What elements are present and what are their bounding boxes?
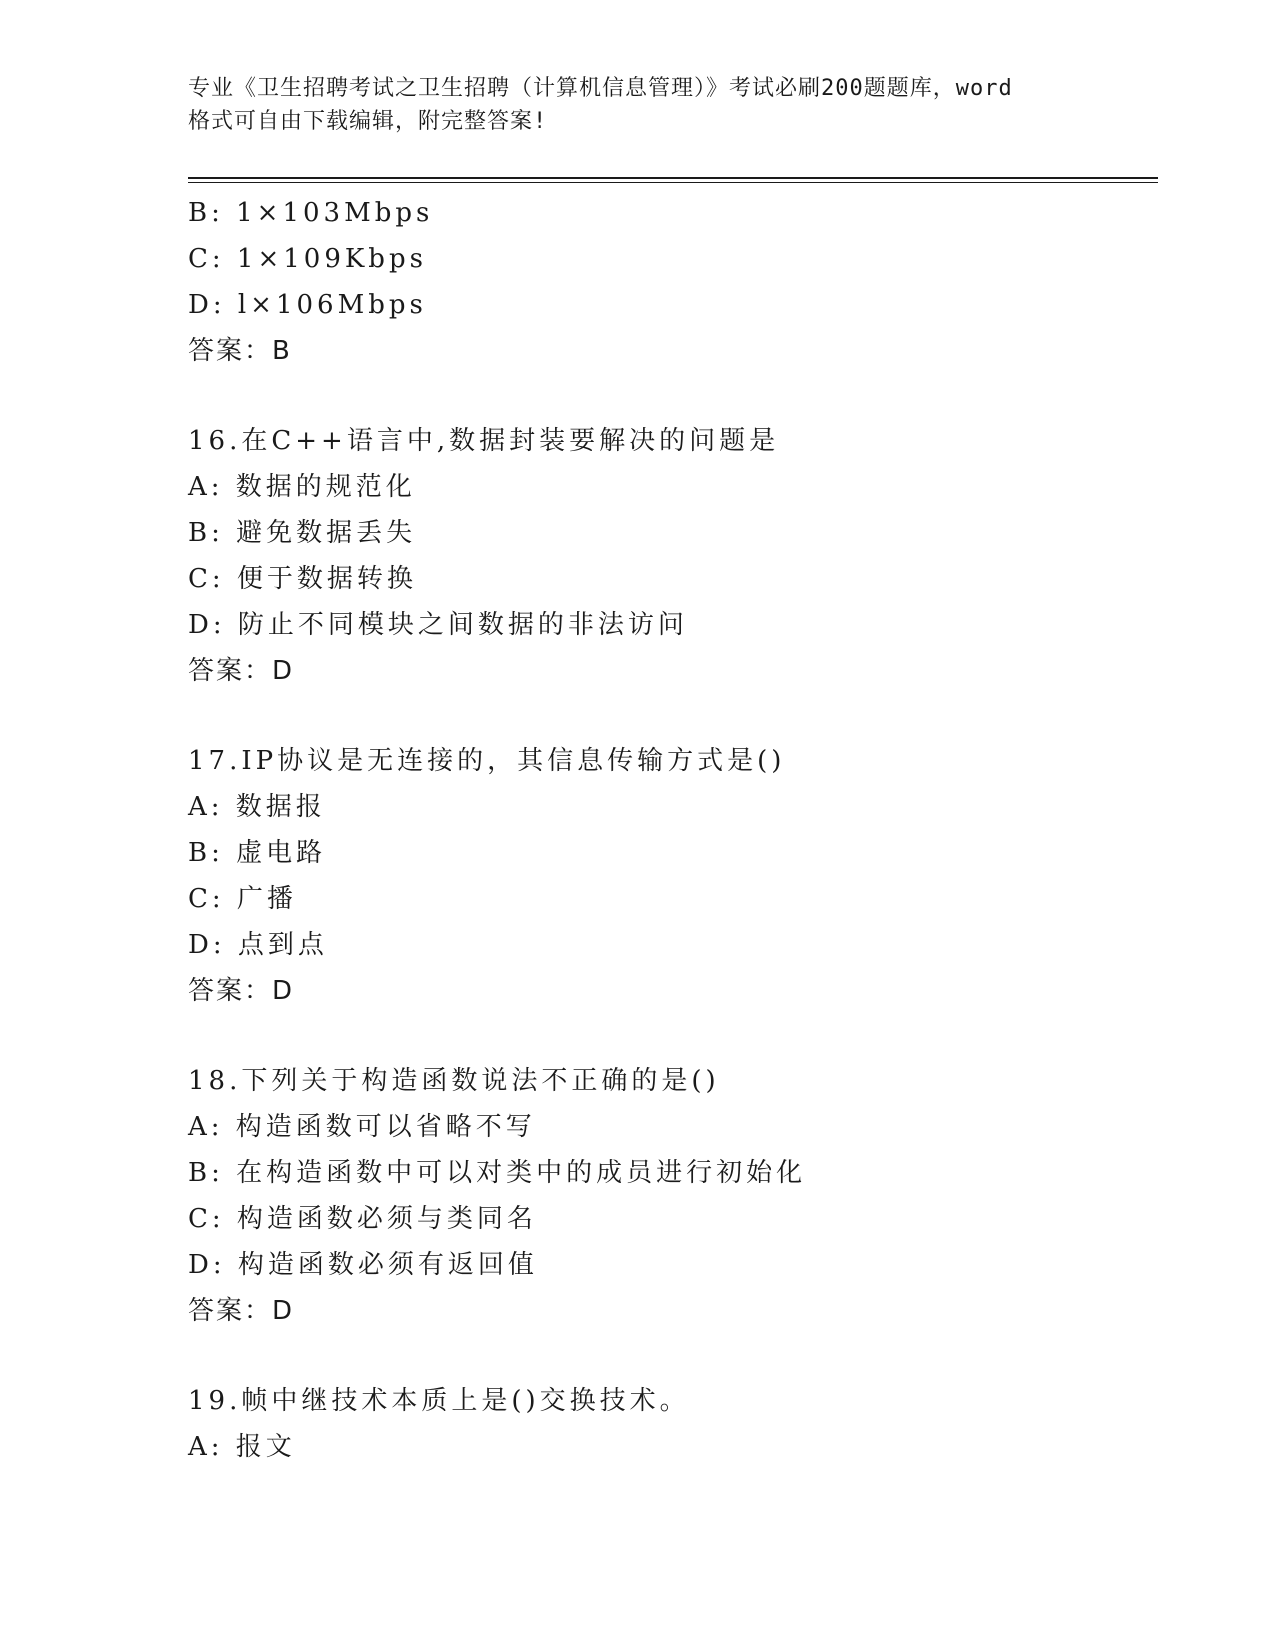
option-c: C: 便于数据转换	[188, 564, 417, 594]
option-b: B: 在构造函数中可以对类中的成员进行初始化	[188, 1158, 807, 1188]
question-17	[188, 738, 1148, 1014]
question-text: 16.在C++语言中,数据封装要解决的问题是	[188, 426, 780, 456]
header-line-2: 格式可自由下载编辑，附完整答案!	[188, 109, 548, 134]
header-divider-thin	[188, 182, 1158, 183]
option-d: D: 构造函数必须有返回值	[188, 1250, 538, 1280]
answer-line: 答案：D	[188, 656, 295, 686]
question-text: 17.IP协议是无连接的，其信息传输方式是()	[188, 746, 786, 776]
option-a: A: 数据报	[188, 792, 326, 822]
question-text: 19.帧中继技术本质上是()交换技术。	[188, 1386, 690, 1416]
option-b: B: 1×103Mbps	[188, 198, 434, 228]
option-c: C: 1×109Kbps	[188, 244, 427, 274]
option-a: A: 数据的规范化	[188, 472, 416, 502]
question-16	[188, 418, 1148, 694]
option-b: B: 虚电路	[188, 838, 327, 868]
option-d: D: 点到点	[188, 930, 328, 960]
option-d: D: 防止不同模块之间数据的非法访问	[188, 610, 688, 640]
option-b: B: 避免数据丢失	[188, 518, 417, 548]
header-divider-thick	[188, 177, 1158, 179]
question-18	[188, 1058, 1148, 1334]
option-d: D: l×106Mbps	[188, 290, 427, 320]
header-line-1: 专业《卫生招聘考试之卫生招聘（计算机信息管理）》考试必刷200题题库，word	[188, 76, 1013, 101]
answer-line: 答案：D	[188, 976, 295, 1006]
option-c: C: 构造函数必须与类同名	[188, 1204, 537, 1234]
option-c: C: 广播	[188, 884, 297, 914]
question-list	[188, 190, 1148, 1470]
question-text: 18.下列关于构造函数说法不正确的是()	[188, 1066, 720, 1096]
answer-line: 答案：D	[188, 1296, 295, 1326]
question-19	[188, 1378, 1148, 1470]
option-a: A: 构造函数可以省略不写	[188, 1112, 536, 1142]
document-header	[188, 72, 1108, 138]
answer-line: 答案：B	[188, 336, 292, 366]
option-a: A: 报文	[188, 1432, 296, 1462]
question-15-tail	[188, 190, 1148, 374]
